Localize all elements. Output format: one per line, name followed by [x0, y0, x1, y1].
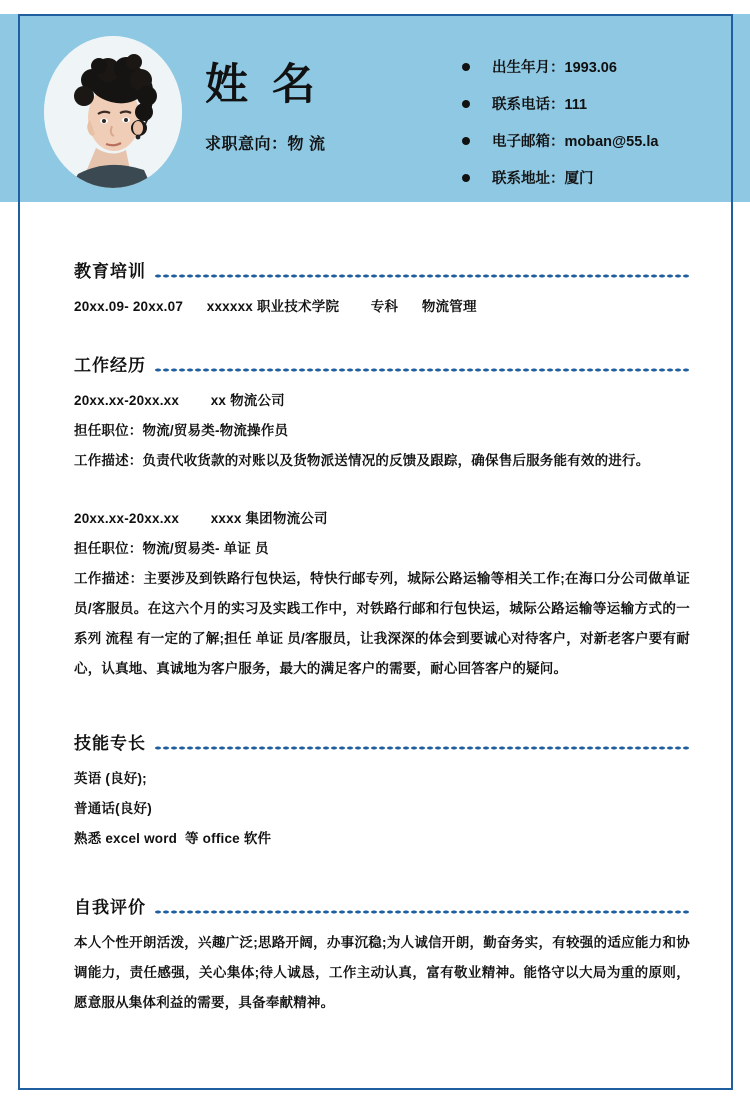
section-title-self-evaluation: 自我评价: [74, 898, 146, 917]
job-description: 工作描述：负责代收货款的对账以及货物派送情况的反馈及跟踪，确保售后服务能有效的进行。: [74, 453, 650, 468]
dotted-divider: [154, 910, 690, 914]
contact-item-address: [462, 159, 732, 196]
contact-phone-text: 联系电话：111: [492, 97, 588, 113]
section-header-self-evaluation: [74, 894, 690, 918]
section-title-education: 教育培训: [74, 262, 146, 281]
contact-item-email: [462, 122, 732, 159]
skill-item-mandarin: 普通话(良好): [74, 801, 152, 816]
portrait-photo-icon: [44, 36, 182, 188]
self-evaluation-text: 本人个性开朗活泼，兴趣广泛;思路开阔，办事沉稳;为人诚信开朗，勤奋务实，有较强的适应能力和协调能力，责任感强，关心集体;待人诚恳，工作主动认真，富有敬业精神。能恪守以大局为重的原则，愿意服从集体利益的需要，具备奉献精神。: [74, 935, 690, 1010]
dotted-divider: [154, 274, 690, 278]
contact-address-text: 联系地址：厦门: [492, 171, 594, 187]
job-entry-2: [74, 504, 690, 684]
avatar: [44, 36, 182, 188]
job-period-company: 20xx.xx-20xx.xx xx 物流公司: [74, 393, 285, 408]
section-header-skills: [74, 730, 690, 754]
bullet-icon: [462, 174, 470, 182]
education-entry: 20xx.09- 20xx.07 xxxxxx 职业技术学院 专科 物流管理: [74, 299, 477, 314]
dotted-divider: [154, 746, 690, 750]
dotted-divider: [154, 368, 690, 372]
bullet-icon: [462, 100, 470, 108]
contact-list: [462, 48, 732, 196]
contact-item-birth: [462, 48, 732, 85]
contact-item-phone: [462, 85, 732, 122]
job-position: 担任职位：物流/贸易类-物流操作员: [74, 423, 289, 438]
job-spacer: [74, 476, 690, 504]
section-header-education: [74, 258, 690, 282]
job-period-company: 20xx.xx-20xx.xx xxxx 集团物流公司: [74, 511, 328, 526]
job-objective: 求职意向：物 流: [205, 136, 326, 154]
job-position: 担任职位：物流/贸易类- 单证 员: [74, 541, 269, 556]
section-work-experience: [74, 352, 690, 684]
resume-header: [0, 14, 750, 202]
name-block: [205, 62, 455, 154]
section-title-work: 工作经历: [74, 356, 146, 375]
bullet-icon: [462, 137, 470, 145]
contact-email-text: 电子邮箱：moban@55.la: [492, 134, 659, 150]
section-title-skills: 技能专长: [74, 734, 146, 753]
skill-item-english: 英语 (良好);: [74, 771, 147, 786]
section-education: [74, 258, 690, 322]
bullet-icon: [462, 63, 470, 71]
job-description: 工作描述：主要涉及到铁路行包快运，特快行邮专列，城际公路运输等相关工作;在海口分公司做单证员/客服员。在这六个月的实习及实践工作中，对铁路行邮和行包快运，城际公路运输等运输方式的一系列 流程 有一定的了解;担任 单证 员/客服员，让我深深的体会到要诚心对待客户，对新老客户要有耐心，认真地、真诚地为客户服务，最大的满足客户的需要，耐心回答客户的疑问。: [74, 571, 690, 676]
section-skills: [74, 730, 690, 854]
contact-birth-text: 出生年月：1993.06: [492, 60, 617, 76]
section-header-work: [74, 352, 690, 376]
section-self-evaluation: [74, 894, 690, 1018]
skill-item-office: 熟悉 excel word 等 office 软件: [74, 831, 272, 846]
page-title: 姓 名: [205, 61, 321, 109]
job-entry-1: [74, 386, 690, 476]
